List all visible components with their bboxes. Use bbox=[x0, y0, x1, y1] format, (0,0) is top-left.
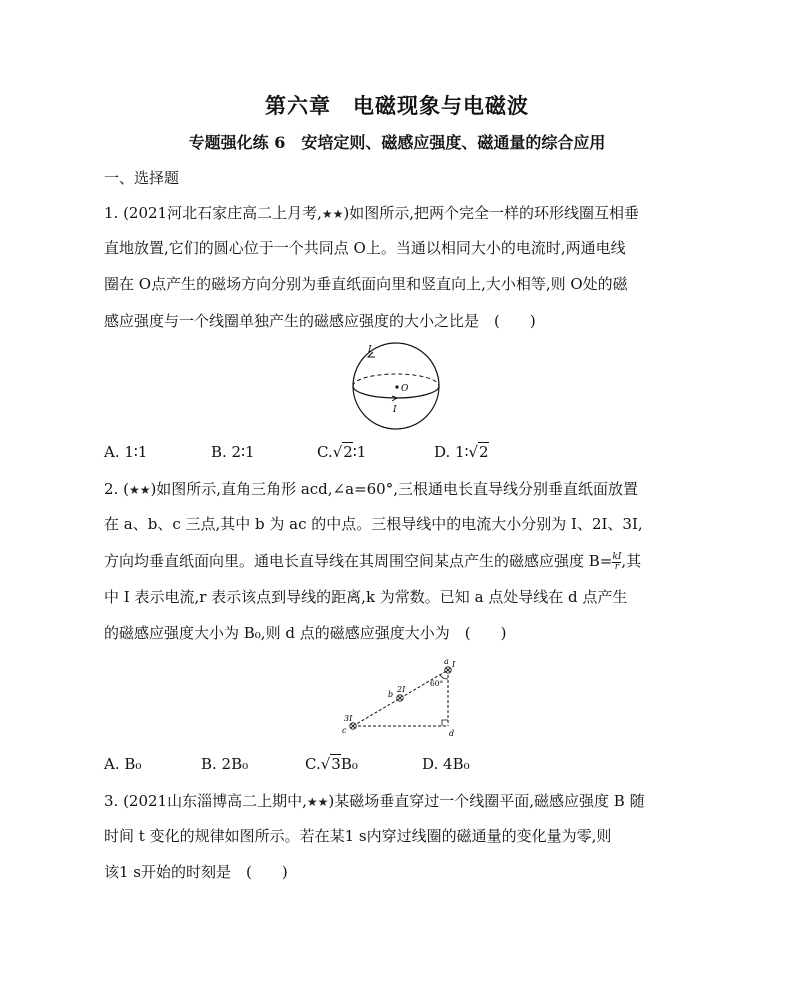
right-angle-mark-icon bbox=[442, 720, 448, 726]
current-c-label: 3I bbox=[344, 714, 353, 723]
current-b-label: 2I bbox=[397, 685, 406, 694]
difficulty-stars-icon: ★★ bbox=[128, 483, 151, 497]
page-title: 第六章 电磁现象与电磁波 bbox=[265, 93, 529, 118]
wire-c-cross-icon bbox=[350, 723, 356, 729]
q1-option-b[interactable]: B. 2∶1 bbox=[211, 443, 255, 461]
q2-option-b[interactable]: B. 2B₀ bbox=[201, 755, 249, 773]
center-point-o bbox=[395, 385, 398, 388]
q1-coil-figure bbox=[346, 340, 446, 432]
angle-label: 60° bbox=[430, 679, 444, 688]
q2-option-d[interactable]: D. 4B₀ bbox=[422, 755, 470, 773]
current-a-label: I bbox=[452, 660, 456, 669]
question-2-line-5: 的磁感应强度大小为 B₀,则 d 点的磁感应强度大小为 ( ) bbox=[104, 624, 507, 642]
question-1-line-1 bbox=[104, 203, 639, 224]
wire-b-cross-icon bbox=[397, 695, 403, 701]
q2-triangle-figure bbox=[336, 656, 466, 740]
question-1-line-2: 直地放置,它们的圆心位于一个共同点 O上。当通以相同大小的电流时,两通电线 bbox=[104, 239, 626, 257]
question-3-line-2: 时间 t 变化的规律如图所示。若在某1 s内穿过线圈的磁通量的变化量为零,则 bbox=[104, 827, 612, 845]
question-2-line-2: 在 a、b、c 三点,其中 b 为 ac 的中点。三根导线中的电流大小分别为 I、2I、3I, bbox=[104, 515, 643, 533]
question-2-line-1: 2. (★★)如图所示,直角三角形 acd,∠a=60°,三根通电长直导线分别垂直纸面放置 bbox=[104, 480, 638, 498]
point-b-label: b bbox=[388, 690, 394, 699]
question-2-line-4: 中 I 表示电流,r 表示该点到导线的距离,k 为常数。已知 a 点处导线在 d 点产生 bbox=[104, 588, 628, 606]
difficulty-stars-icon: ★★ bbox=[321, 207, 344, 221]
question-2-line-3: 方向均垂直纸面向里。通电长直导线在其周围空间某点产生的磁感应强度 B= $\frac{kI}{r}$ ,其 bbox=[104, 551, 642, 572]
q1-source: 1. (2021河北石家庄高二上月考, bbox=[104, 204, 322, 222]
section-label: 一、选择题 bbox=[104, 169, 180, 187]
formula-b-kir: $\frac{kI}{r}$ bbox=[612, 551, 622, 572]
question-1-line-3: 圈在 O点产生的磁场方向分别为垂直纸面向里和竖直向上,大小相等,则 O处的磁 bbox=[104, 275, 628, 293]
q1-label-i-top: I bbox=[368, 345, 372, 355]
q1-text-a: )如图所示,把两个完全一样的环形线圈互相垂 bbox=[343, 204, 640, 222]
question-1-line-4: 感应强度与一个线圈单独产生的磁感应强度的大小之比是 ( ) bbox=[104, 312, 536, 330]
page-subtitle: 专题强化练 6 安培定则、磁感应强度、磁通量的综合应用 bbox=[188, 133, 606, 152]
point-a-label: a bbox=[444, 657, 449, 666]
question-3-line-3: 该1 s开始的时刻是 ( ) bbox=[104, 863, 288, 881]
question-3-line-1: 3. (2021山东淄博高二上期中,★★)某磁场垂直穿过一个线圈平面,磁感应强度 B 随 bbox=[104, 792, 645, 810]
q1-option-a[interactable]: A. 1∶1 bbox=[104, 443, 148, 461]
q1-option-d[interactable]: D. 1∶√2 bbox=[434, 443, 489, 461]
q1-label-o: O bbox=[401, 384, 409, 394]
point-d-label: d bbox=[449, 729, 455, 738]
q2-option-c[interactable]: C.√3B₀ bbox=[305, 755, 358, 773]
q1-option-c[interactable]: C.√2∶1 bbox=[317, 443, 367, 461]
q2-option-a[interactable]: A. B₀ bbox=[104, 755, 142, 773]
wire-a-cross-icon bbox=[445, 667, 451, 673]
q1-label-i-bottom: I bbox=[393, 405, 397, 415]
horizontal-coil-back bbox=[353, 374, 439, 386]
difficulty-stars-icon: ★★ bbox=[306, 795, 329, 809]
point-c-label: c bbox=[342, 726, 347, 735]
